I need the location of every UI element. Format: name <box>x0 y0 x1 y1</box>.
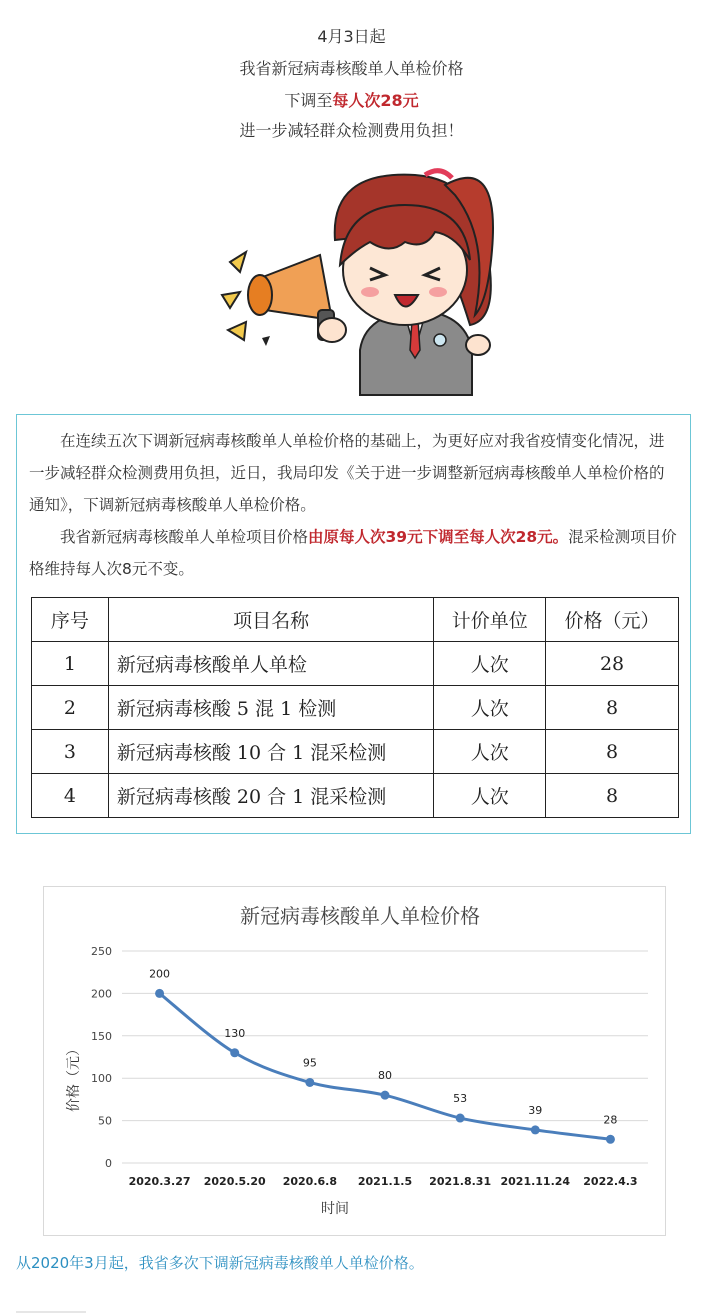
cell-index: 4 <box>32 774 109 818</box>
chart-data-point <box>381 1091 390 1100</box>
table-row <box>32 686 679 730</box>
chart-data-label: 95 <box>302 1056 317 1070</box>
chart-x-tick-label: 2020.6.8 <box>282 1175 337 1188</box>
headline-benefit: 进一步减轻群众检测费用负担！ <box>239 121 464 140</box>
chart-data-labels <box>149 967 617 1126</box>
chart-x-tick-label: 2021.1.5 <box>357 1175 413 1188</box>
cell-price: 8 <box>546 774 679 818</box>
chart-y-tick-label: 50 <box>98 1114 112 1128</box>
chart-y-tick-label: 200 <box>91 987 112 1001</box>
headline-price-prefix: 下调至 <box>284 91 333 110</box>
chart-x-tick-label: 2020.5.20 <box>203 1175 266 1188</box>
cell-index: 1 <box>32 642 109 686</box>
chart-title: 新冠病毒核酸单人单检价格 <box>240 904 480 928</box>
chart-x-axis-label: 时间 <box>321 1201 349 1217</box>
chart-y-tick-label: 100 <box>91 1072 112 1086</box>
notice-paragraph-1: 在连续五次下调新冠病毒核酸单人单检价格的基础上，为更好应对我省疫情变化情况，进一步减轻群众检测费用负担，近日，我局印发《关于进一步调整新冠病毒核酸单人单检价格的通知》，下调新冠病毒核酸单人单检价格。 <box>29 432 665 514</box>
chart-x-tick-label: 2021.11.24 <box>500 1175 571 1188</box>
chart-x-tick-label: 2020.3.27 <box>128 1175 191 1188</box>
cell-unit: 人次 <box>434 774 546 818</box>
chart-y-tick-label: 0 <box>105 1157 112 1170</box>
price-trend-chart <box>43 886 666 1236</box>
header-item-name: 项目名称 <box>108 598 433 642</box>
price-table-header-row <box>32 598 679 642</box>
chart-data-point <box>305 1078 314 1087</box>
headline-date: 4月3日起 <box>317 27 386 46</box>
header-price: 价格（元） <box>546 598 679 642</box>
cell-item-name: 新冠病毒核酸 5 混 1 检测 <box>108 686 433 730</box>
cell-unit: 人次 <box>434 642 546 686</box>
notice-paragraph-2-emphasis: 由原每人次39元下调至每人次28元。 <box>308 528 569 546</box>
chart-data-label: 39 <box>528 1103 543 1117</box>
cell-item-name: 新冠病毒核酸单人单检 <box>108 642 433 686</box>
table-row <box>32 730 679 774</box>
chart-series-line <box>160 993 611 1139</box>
chart-data-label: 53 <box>453 1092 468 1106</box>
price-trend-chart-svg <box>44 887 665 1235</box>
cartoon-girl-megaphone-image <box>200 150 500 400</box>
headline-subject: 我省新冠病毒核酸单人单检价格 <box>239 59 464 78</box>
cell-unit: 人次 <box>434 686 546 730</box>
cell-index: 3 <box>32 730 109 774</box>
header-unit: 计价单位 <box>434 598 546 642</box>
chart-x-tick-label: 2021.8.31 <box>429 1175 492 1188</box>
cell-price: 8 <box>546 686 679 730</box>
table-row <box>32 774 679 818</box>
headline-price-emphasis: 每人次28元 <box>332 91 419 110</box>
chart-data-label: 80 <box>378 1069 392 1083</box>
cell-unit: 人次 <box>434 730 546 774</box>
price-table <box>31 597 679 818</box>
chart-data-point <box>531 1125 540 1134</box>
notice-paragraph-2-suffix: 混采检测项目价格维持每人次8元不变。 <box>29 528 677 578</box>
chart-data-point <box>606 1135 615 1144</box>
chart-caption: 从2020年3月起，我省多次下调新冠病毒核酸单人单检价格。 <box>16 1254 424 1272</box>
cell-item-name: 新冠病毒核酸 10 合 1 混采检测 <box>108 730 433 774</box>
notice-paragraph-2-prefix: 我省新冠病毒核酸单人单检项目价格 <box>60 528 309 546</box>
chart-data-label: 200 <box>149 967 171 981</box>
chart-x-tick-label: 2022.4.3 <box>583 1175 638 1188</box>
table-row <box>32 642 679 686</box>
chart-y-ticks <box>91 945 112 1170</box>
chart-data-point <box>155 989 164 998</box>
chart-y-tick-label: 150 <box>91 1029 112 1043</box>
bottom-divider <box>16 1311 86 1313</box>
chart-data-point <box>230 1048 239 1057</box>
chart-data-label: 28 <box>603 1113 618 1127</box>
notice-paragraph-2 <box>29 521 679 585</box>
cell-item-name: 新冠病毒核酸 20 合 1 混采检测 <box>108 774 433 818</box>
chart-x-ticks <box>129 1175 638 1188</box>
chart-data-label: 130 <box>224 1026 246 1040</box>
cell-index: 2 <box>32 686 109 730</box>
headline-price <box>0 88 703 111</box>
chart-gridlines <box>122 951 648 1163</box>
header-index: 序号 <box>32 598 109 642</box>
chart-data-point <box>456 1114 465 1123</box>
chart-y-axis-label: 价格（元） <box>66 1042 82 1112</box>
chart-y-tick-label: 250 <box>91 945 112 958</box>
cell-price: 28 <box>546 642 679 686</box>
notice-box <box>16 414 691 834</box>
cell-price: 8 <box>546 730 679 774</box>
